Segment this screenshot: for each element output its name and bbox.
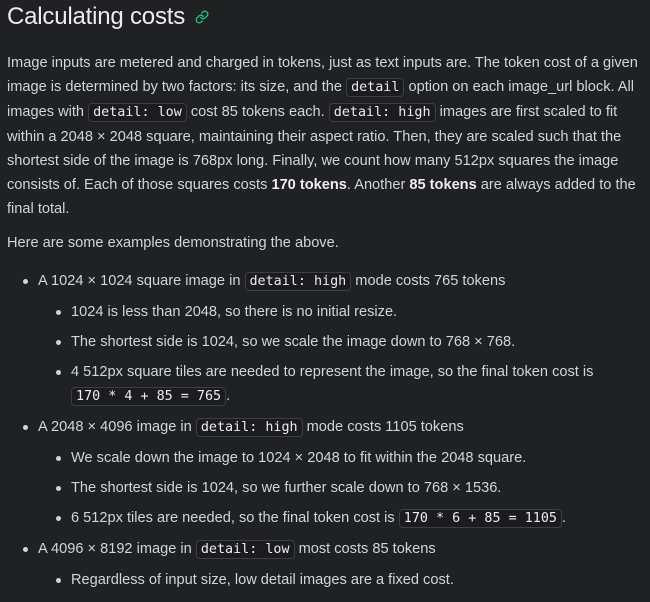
example-item (38, 537, 642, 592)
step-item (71, 446, 642, 470)
code-detail-high: detail: high (329, 103, 436, 122)
example-text: A 1024 × 1024 square image in (38, 273, 245, 289)
example-item (38, 415, 642, 531)
step-item (71, 330, 642, 354)
intro-text-2: option on each image_url block. All images with (7, 79, 635, 120)
formula-code: 170 * 6 + 85 = 1105 (399, 509, 562, 528)
step-item (71, 360, 642, 409)
example-text: most costs 85 tokens (294, 541, 436, 557)
step-item (71, 476, 642, 500)
example-text: mode costs 1105 tokens (302, 419, 464, 435)
code-detail-low: detail: low (88, 103, 187, 122)
step-text: 1024 is less than 2048, so there is no initial resize. (71, 304, 398, 320)
examples-intro: Here are some examples demonstrating the above. (7, 235, 339, 251)
intro-text-1: Image inputs are metered and charged in tokens, just as text inputs are. The token cost of a given image is determined by two factors: its size, and the (7, 55, 638, 95)
examples-list (7, 269, 642, 592)
steps-list (38, 300, 642, 409)
step-text: Regardless of input size, low detail images are a fixed cost. (71, 572, 454, 588)
step-text: . (561, 510, 567, 526)
code-detail: detail (346, 78, 404, 97)
step-item (71, 300, 642, 324)
intro-text-5: . Another (346, 177, 410, 193)
intro-text-6: are always added to the final total. (7, 177, 636, 217)
step-text: The shortest side is 1024, so we scale the image down to 768 × 768. (71, 334, 516, 350)
example-text: A 4096 × 8192 image in (38, 541, 196, 557)
steps-list (38, 446, 642, 531)
bold-170-tokens: 170 tokens (271, 177, 347, 193)
section-heading (7, 0, 642, 31)
intro-text-3: cost 85 tokens each. (186, 104, 329, 120)
example-code: detail: high (196, 418, 303, 437)
example-text: A 2048 × 4096 image in (38, 419, 196, 435)
step-item (71, 506, 642, 531)
step-text: 4 512px square tiles are needed to represent the image, so the final token cost is (71, 364, 594, 380)
example-code: detail: low (196, 540, 295, 559)
example-code: detail: high (245, 272, 352, 291)
step-item (71, 568, 642, 592)
step-text: We scale down the image to 1024 × 2048 to fit within the 2048 square. (71, 450, 527, 466)
step-text: 6 512px tiles are needed, so the final token cost is (71, 510, 399, 526)
intro-text-4: images are first scaled to fit within a 2048 × 2048 square, maintaining their aspect ratio. Then, they are scaled such that the shortest side of the image is 768px long. Finally, we count how many 512px squares the image consists of. Each of those squares costs (7, 104, 622, 193)
step-text: . (226, 388, 231, 404)
bold-85-tokens: 85 tokens (409, 177, 477, 193)
step-text: The shortest side is 1024, so we further scale down to 768 × 1536. (71, 480, 502, 496)
section-title: Calculating costs (7, 3, 186, 30)
link-icon[interactable] (195, 10, 209, 24)
intro-paragraph (7, 51, 642, 221)
example-item (38, 269, 642, 409)
example-text: mode costs 765 tokens (351, 273, 506, 289)
steps-list (38, 568, 642, 592)
formula-code: 170 * 4 + 85 = 765 (71, 387, 226, 406)
